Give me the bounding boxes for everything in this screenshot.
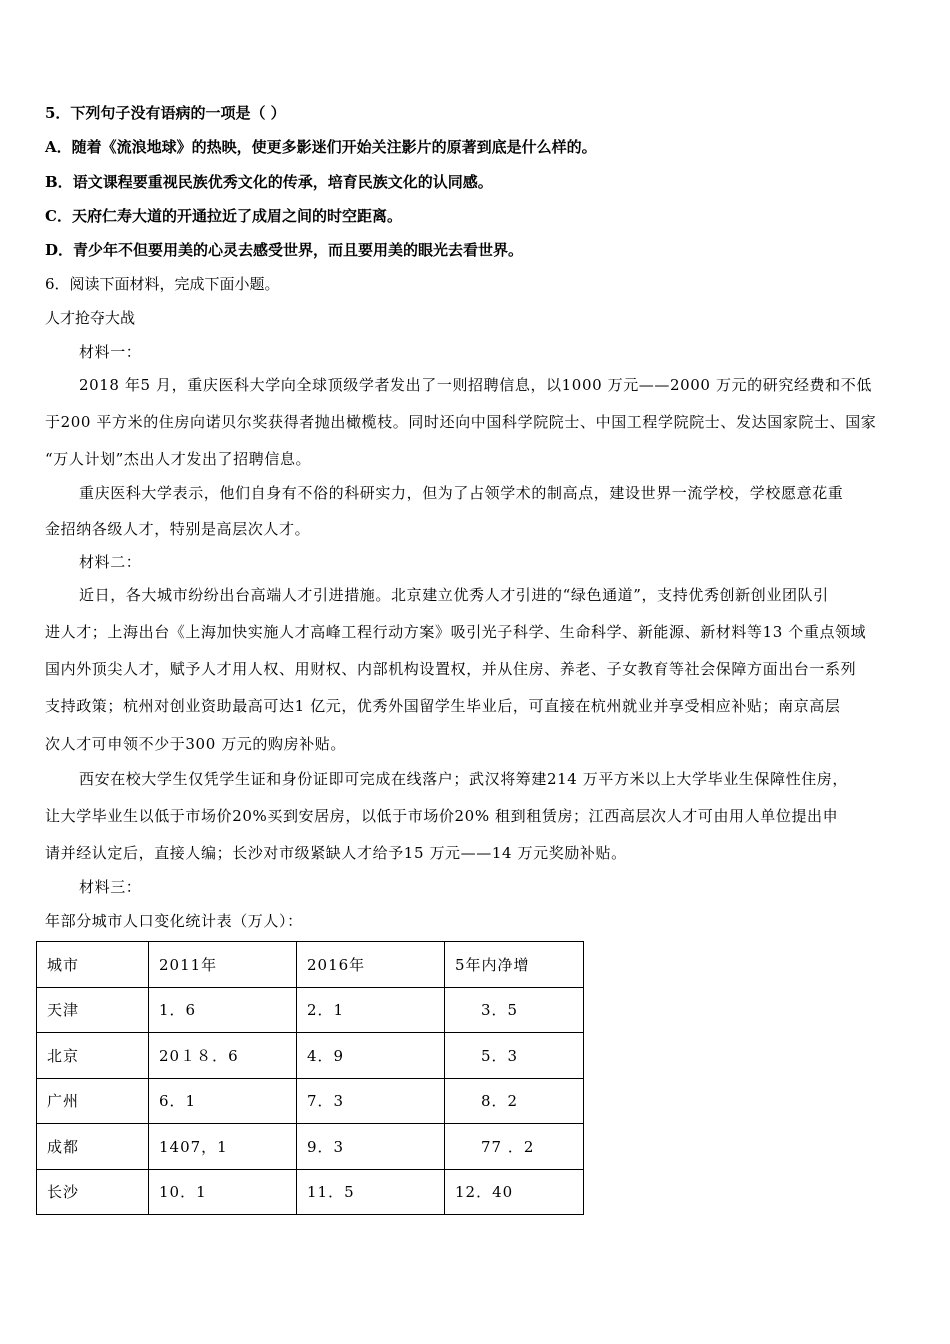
table-cell: 5．3 [445, 1033, 584, 1079]
material-1-text-line: 于200 平方米的住房向诺贝尔奖获得者抛出橄榄枝。同时还向中国科学院院士、中国工程学院院士、发达国家院士、国家 [45, 413, 877, 431]
table-row [37, 1033, 584, 1079]
table-row [37, 987, 584, 1033]
table-row [37, 1169, 584, 1215]
material-1-heading: 材料一： [79, 343, 142, 361]
table-cell: 2．1 [297, 987, 445, 1033]
table-cell: 3．5 [445, 987, 584, 1033]
article-title: 人才抢夺大战 [45, 309, 136, 327]
header-cell: 5年内净增 [445, 942, 584, 988]
table-cell: 20１８．6 [149, 1033, 297, 1079]
material-1-text-line: “万人计划”杰出人才发出了招聘信息。 [45, 450, 312, 468]
table-cell: 成都 [37, 1124, 149, 1170]
option-label: A． [45, 138, 72, 156]
option-b [45, 172, 493, 192]
material-1-text-line: 2018 年5 月，重庆医科大学向全球顶级学者发出了一则招聘信息，以1000 万元——2000 万元的研究经费和不低 [79, 376, 872, 394]
table-cell: 4．9 [297, 1033, 445, 1079]
table-cell: 11．5 [297, 1169, 445, 1215]
table-cell: 10．1 [149, 1169, 297, 1215]
table-cell: 1407，1 [149, 1124, 297, 1170]
material-2-text-line: 让大学毕业生以低于市场价20%买到安居房，以低于市场价20% 租到租赁房；江西高层次人才可由用人单位提出申 [45, 807, 839, 825]
option-label: B． [45, 173, 73, 191]
table-cell: 12．40 [445, 1169, 584, 1215]
material-2-text-line: 进人才；上海出台《上海加快实施人才高峰工程行动方案》吸引光子科学、生命科学、新能源、新材料等13 个重点领域 [45, 623, 867, 641]
material-2-text-line: 请并经认定后，直接人编；长沙对市级紧缺人才给予15 万元——14 万元奖励补贴。 [45, 844, 627, 862]
material-2-heading: 材料二： [79, 553, 142, 571]
table-cell: 天津 [37, 987, 149, 1033]
material-2-text-line: 支持政策；杭州对创业资助最高可达1 亿元，优秀外国留学生毕业后，可直接在杭州就业并享受相应补贴；南京高层 [45, 697, 841, 715]
material-2-text-line: 近日，各大城市纷纷出台高端人才引进措施。北京建立优秀人才引进的“绿色通道”，支持优秀创新创业团队引 [79, 586, 829, 604]
table-header-row [37, 942, 584, 988]
option-a [45, 137, 597, 157]
table-cell: 长沙 [37, 1169, 149, 1215]
header-cell: 城市 [37, 942, 149, 988]
table-cell: 8．2 [445, 1078, 584, 1124]
table-cell: 6．1 [149, 1078, 297, 1124]
option-label: D． [45, 241, 74, 259]
option-d [45, 240, 523, 260]
question-5-stem: 5．下列句子没有语病的一项是（ ） [45, 104, 286, 122]
header-cell: 2016年 [297, 942, 445, 988]
material-2-text-line: 国内外顶尖人才，赋予人才用人权、用财权、内部机构设置权，并从住房、养老、子女教育等社会保障方面出台一系列 [45, 660, 857, 678]
material-3-heading: 材料三： [79, 878, 142, 896]
table-cell: 1．6 [149, 987, 297, 1033]
table-caption: 年部分城市人口变化统计表（万人）： [45, 912, 303, 930]
table-cell: 7．3 [297, 1078, 445, 1124]
table-cell: 广州 [37, 1078, 149, 1124]
option-text: 天府仁寿大道的开通拉近了成眉之间的时空距离。 [71, 207, 402, 225]
material-1-text-line: 金招纳各级人才，特别是高层次人才。 [45, 520, 311, 538]
option-c [45, 206, 402, 226]
material-2-text-line: 西安在校大学生仅凭学生证和身份证即可完成在线落户；武汉将筹建214 万平方米以上大学毕业生保障性住房， [79, 770, 849, 788]
table-cell: 77 ．2 [445, 1124, 584, 1170]
table-cell: 北京 [37, 1033, 149, 1079]
header-cell: 2011年 [149, 942, 297, 988]
option-text: 随着《流浪地球》的热映，使更多影迷们开始关注影片的原著到底是什么样的。 [71, 138, 597, 156]
table-row [37, 1124, 584, 1170]
table-cell: 9．3 [297, 1124, 445, 1170]
table-row [37, 1078, 584, 1124]
option-text: 青少年不但要用美的心灵去感受世界，而且要用美的眼光去看世界。 [73, 241, 524, 259]
question-6-stem: 6．阅读下面材料，完成下面小题。 [45, 275, 280, 293]
population-table [36, 941, 584, 1215]
material-1-text-line: 重庆医科大学表示，他们自身有不俗的科研实力，但为了占领学术的制高点，建设世界一流学校，学校愿意花重 [79, 484, 844, 502]
option-label: C． [45, 207, 72, 225]
material-2-text-line: 次人才可申领不少于300 万元的购房补贴。 [45, 735, 347, 753]
option-text: 语文课程要重视民族优秀文化的传承，培育民族文化的认同感。 [72, 173, 493, 191]
